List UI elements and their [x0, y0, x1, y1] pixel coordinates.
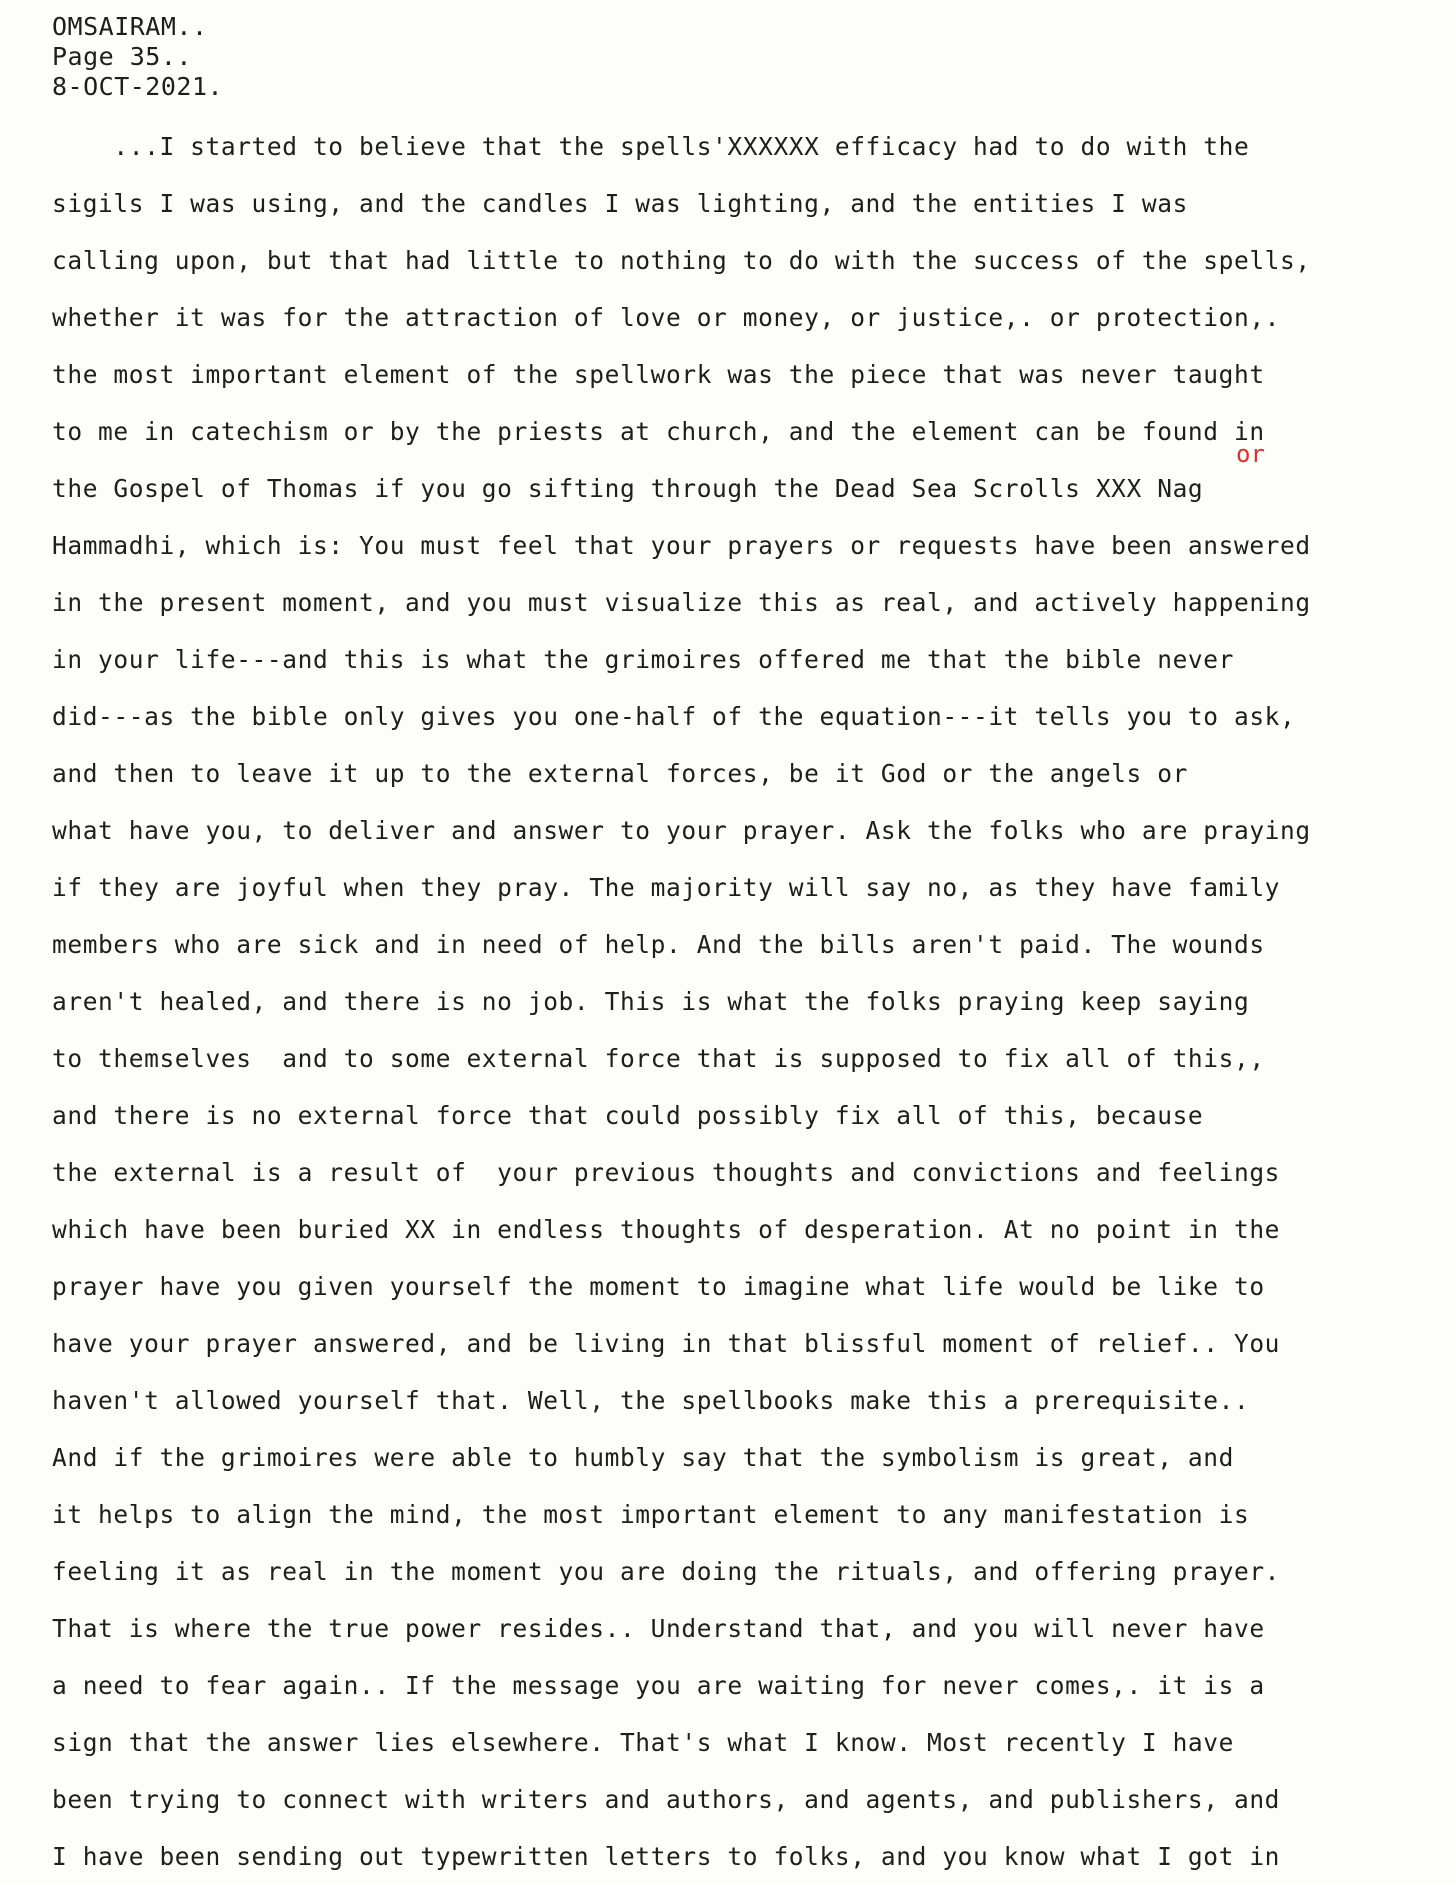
header-page-number: Page 35..	[52, 42, 192, 71]
text-line: feeling it as real in the moment you are doing the rituals, and offering prayer.	[52, 1557, 1281, 1586]
text-line: in the present moment, and you must visualize this as real, and actively happening	[52, 588, 1311, 617]
text-line: sign that the answer lies elsewhere. That's what I know. Most recently I have	[52, 1728, 1234, 1757]
text-line: have your prayer answered, and be living in that blissful moment of relief.. You	[52, 1329, 1281, 1358]
text-line: and there is no external force that could possibly fix all of this, because	[52, 1101, 1204, 1130]
text-line: members who are sick and in need of help. And the bills aren't paid. The wounds	[52, 930, 1265, 959]
text-line: the most important element of the spellwork was the piece that was never taught	[52, 360, 1265, 389]
text-line: which have been buried XX in endless thoughts of desperation. At no point in the	[52, 1215, 1281, 1244]
text-line: a need to fear again.. If the message you are waiting for never comes,. it is a	[52, 1671, 1265, 1700]
text-line: Hammadhi, which is: You must feel that your prayers or requests have been answered	[52, 531, 1311, 560]
text-line: I have been sending out typewritten letters to folks, and you know what I got in	[52, 1842, 1281, 1871]
text-line: it helps to align the mind, the most important element to any manifestation is	[52, 1500, 1250, 1529]
text-line: sigils I was using, and the candles I was lighting, and the entities I was	[52, 189, 1188, 218]
text-line: haven't allowed yourself that. Well, the spellbooks make this a prerequisite..	[52, 1386, 1250, 1415]
text-line: whether it was for the attraction of love or money, or justice,. or protection,.	[52, 303, 1281, 332]
header-line-1: OMSAIRAM..	[52, 12, 208, 41]
text-line: aren't healed, and there is no job. This is what the folks praying keep saying	[52, 987, 1250, 1016]
header-date: 8-OCT-2021.	[52, 72, 224, 101]
text-line: what have you, to deliver and answer to your prayer. Ask the folks who are praying	[52, 816, 1311, 845]
text-line: the Gospel of Thomas if you go sifting through the Dead Sea Scrolls XXX Nag	[52, 474, 1204, 503]
page-header	[52, 12, 223, 102]
margin-correction-note: or	[1236, 440, 1265, 468]
text-line: And if the grimoires were able to humbly say that the symbolism is great, and	[52, 1443, 1234, 1472]
text-line: in your life---and this is what the grimoires offered me that the bible never	[52, 645, 1234, 674]
text-line: calling upon, but that had little to nothing to do with the success of the spells,	[52, 246, 1311, 275]
text-line: if they are joyful when they pray. The majority will say no, as they have family	[52, 873, 1281, 902]
text-line: did---as the bible only gives you one-half of the equation---it tells you to ask,	[52, 702, 1296, 731]
text-line: to me in catechism or by the priests at church, and the element can be found in	[52, 417, 1265, 446]
text-line: been trying to connect with writers and authors, and agents, and publishers, and	[52, 1785, 1281, 1814]
text-line: the external is a result of your previous thoughts and convictions and feelings	[52, 1158, 1281, 1187]
text-line: prayer have you given yourself the moment to imagine what life would be like to	[52, 1272, 1265, 1301]
text-line: to themselves and to some external force that is supposed to fix all of this,,	[52, 1044, 1265, 1073]
text-line: and then to leave it up to the external forces, be it God or the angels or	[52, 759, 1188, 788]
text-line: That is where the true power resides.. Understand that, and you will never have	[52, 1614, 1265, 1643]
body-text	[52, 118, 1456, 1885]
text-line: ...I started to believe that the spells'XXXXXX efficacy had to do with the	[52, 132, 1250, 161]
